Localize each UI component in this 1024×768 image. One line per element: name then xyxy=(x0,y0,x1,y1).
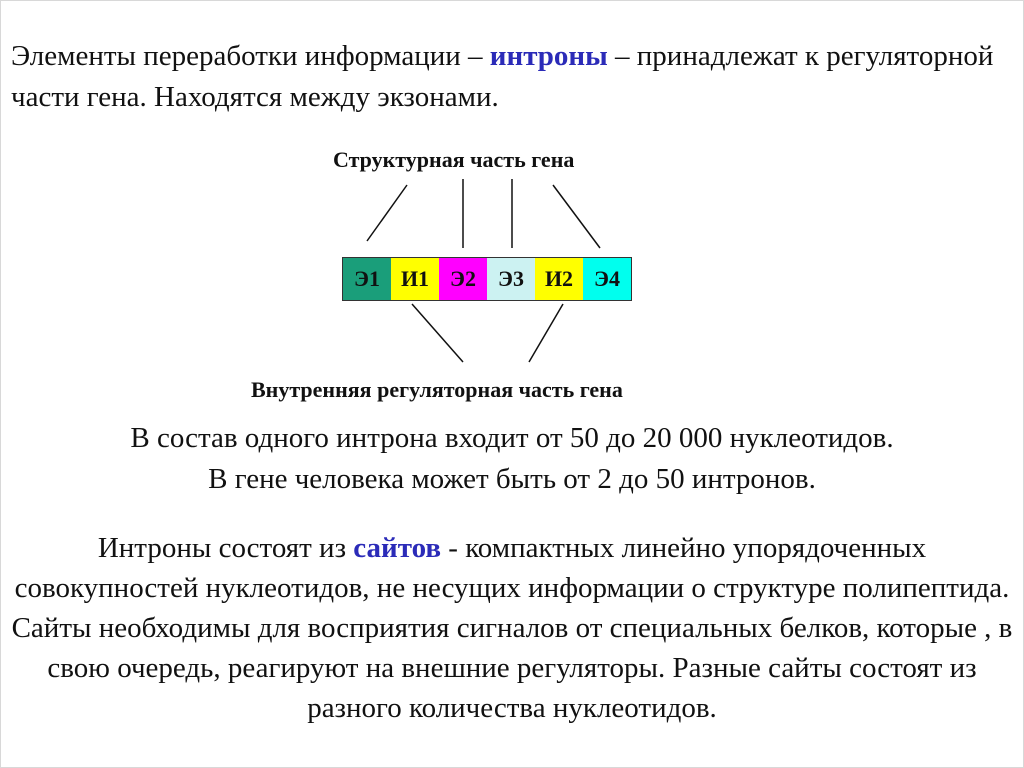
connector-line-e4 xyxy=(553,185,600,248)
intron-i2-label: И2 xyxy=(544,266,574,291)
structural-part-label: Структурная часть гена xyxy=(333,147,575,172)
exon-e1-label: Э1 xyxy=(354,266,380,291)
introns-term: интроны xyxy=(489,40,608,72)
connector-line-i2 xyxy=(529,304,563,362)
intro-text-part2: – принадлежат к регуляторной части гена. Находятся между экзонами. xyxy=(11,40,994,113)
intro-text-part1: Элементы переработки информации – xyxy=(11,40,490,72)
intron-i2-segment xyxy=(535,258,583,300)
gene-bar xyxy=(342,257,632,301)
sites-text-part2: - компактных линейно упорядоченных совокупностей нуклеотидов, не несущих информации о структуре полипептида. Сайты необходимы для восприятия сигналов от специальных белков, которые , в свою очередь, реагируют на внешние регуляторы. Разные сайты состоят из разного количества нуклеотидов. xyxy=(11,532,1013,724)
sites-term: сайтов xyxy=(353,532,442,564)
intron-count-text: В гене человека может быть от 2 до 50 интронов. xyxy=(208,463,816,495)
exon-e3-label: Э3 xyxy=(498,266,524,291)
exon-e4-segment xyxy=(583,258,631,300)
sites-paragraph xyxy=(8,528,1016,728)
exon-e2-label: Э2 xyxy=(450,266,476,291)
exon-e1-segment xyxy=(343,258,391,300)
intron-size-text: В состав одного интрона входит от 50 до 20 000 нуклеотидов. xyxy=(130,422,894,454)
connector-line-e1 xyxy=(367,185,407,241)
intron-i1-segment xyxy=(391,258,439,300)
exon-e3-segment xyxy=(487,258,535,300)
regulatory-part-label: Внутренняя регуляторная часть гена xyxy=(251,377,623,402)
exon-e2-segment xyxy=(439,258,487,300)
exon-e4-label: Э4 xyxy=(594,266,620,291)
connector-line-i1 xyxy=(412,304,463,362)
sites-text-part1: Интроны состоят из xyxy=(97,532,354,564)
intron-i1-label: И1 xyxy=(400,266,430,291)
